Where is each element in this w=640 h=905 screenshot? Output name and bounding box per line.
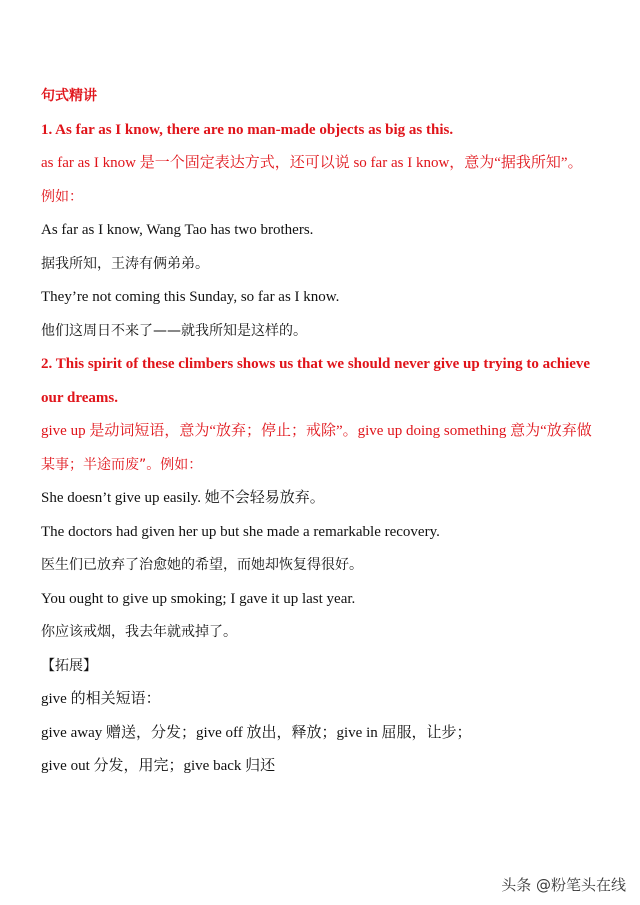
item1-example-en-1: As far as I know, Wang Tao has two brothers. — [41, 222, 314, 238]
item2-heading-line2: our dreams. — [41, 390, 118, 406]
item2-example-3: 医生们已放弃了治愈她的希望，而她却恢复得很好。 — [41, 557, 363, 573]
item2-heading-line1: 2. This spirit of these climbers shows us that we should never give up trying to achieve — [41, 356, 591, 372]
item2-example-2: The doctors had given her up but she made a remarkable recovery. — [41, 524, 440, 540]
item2-example-4: You ought to give up smoking; I gave it up last year. — [41, 591, 356, 607]
item1-heading: 1. As far as I know, there are no man-made objects as big as this. — [41, 122, 454, 138]
item2-explanation-line1: give up 是动词短语，意为“放弃；停止；戒除”。give up doing something 意为“放弃做 — [41, 423, 592, 439]
item1-explanation: as far as I know 是一个固定表达方式，还可以说 so far as I know，意为“据我所知”。 — [41, 155, 583, 171]
section-title: 句式精讲 — [41, 88, 97, 104]
item1-example-en-2: They’re not coming this Sunday, so far as I know. — [41, 289, 340, 305]
watermark-text: 头条 @粉笔头在线 — [501, 876, 626, 894]
item2-explanation-line2: 某事；半途而废”。例如： — [41, 457, 203, 473]
item1-example-cn-2: 他们这周日不来了——就我所知是这样的。 — [41, 323, 307, 339]
extension-label: 【拓展】 — [41, 658, 97, 674]
item1-example-label: 例如： — [41, 189, 83, 205]
extension-phrase-1: give away 赠送，分发；give off 放出，释放；give in 屈服，让步； — [41, 725, 472, 741]
extension-intro: give 的相关短语： — [41, 691, 161, 707]
extension-phrase-2: give out 分发，用完；give back 归还 — [41, 758, 276, 774]
item2-example-1: She doesn’t give up easily. 她不会轻易放弃。 — [41, 490, 325, 506]
item2-example-5: 你应该戒烟，我去年就戒掉了。 — [41, 624, 237, 640]
item1-example-cn-1: 据我所知，王涛有俩弟弟。 — [41, 256, 209, 272]
